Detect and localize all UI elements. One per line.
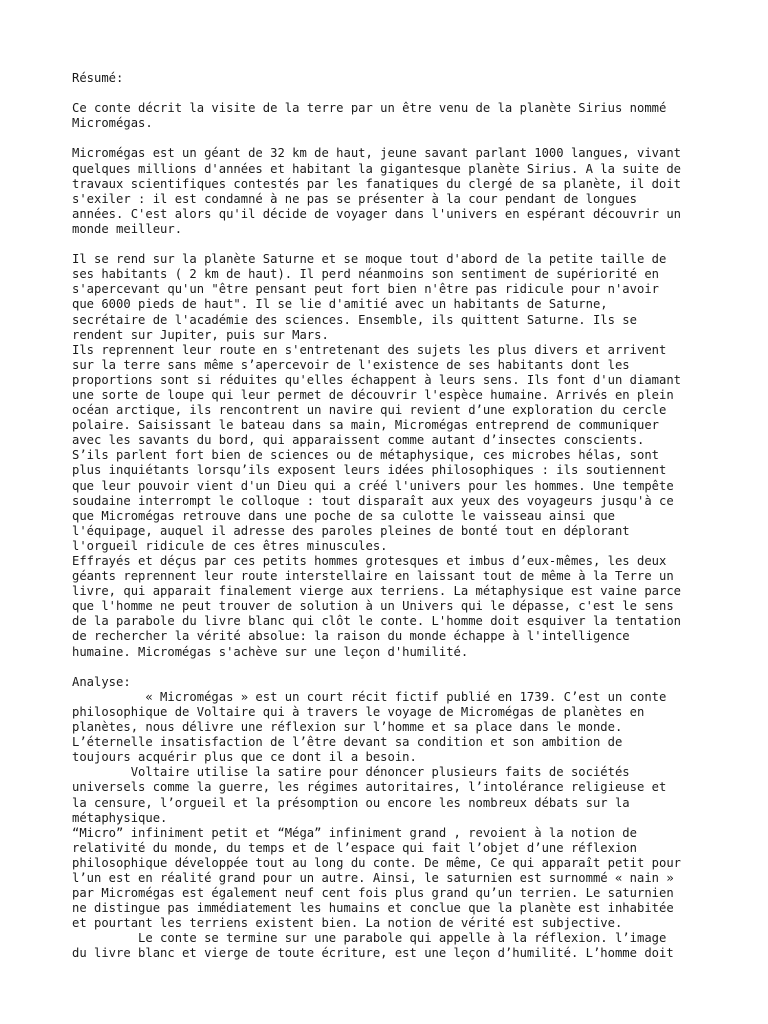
text-line: par Micromégas est également neuf cent fois plus grand qu’un terrien. Le saturnien [72, 886, 674, 901]
text-line: l’un est en réalité grand pour un autre. Ainsi, le saturnien est surnommé « nain » [72, 870, 674, 885]
spacer [72, 660, 712, 675]
text-line: L’éternelle insatisfaction de l’être devant sa condition et son ambition de [72, 735, 623, 750]
document-page [72, 71, 712, 962]
text-line: s'apercevant qu'un "être pensant peut fort bien n'être pas ridicule pour n'avoir [72, 282, 659, 297]
text-line: rendent sur Jupiter, puis sur Mars. [72, 327, 329, 342]
text-line: que leur pouvoir vient d'un Dieu qui a créé l'univers pour les hommes. Une tempête [72, 478, 674, 493]
paragraph-intro [72, 101, 712, 131]
analyse-heading: Analyse: [72, 674, 131, 689]
text-line: que 6000 pieds de haut". Il se lie d'amitié avec un habitants de Saturne, [72, 297, 608, 312]
text-line: planètes, nous délivre une réflexion sur l’homme et sa place dans le monde. [72, 720, 623, 735]
paragraph-voyage [72, 252, 712, 660]
paragraph-micromegas [72, 146, 712, 237]
text-line: ses habitants ( 2 km de haut). Il perd néanmoins son sentiment de supériorité en [72, 267, 659, 282]
text-line: l'équipage, auquel il adresse des paroles pleines de bonté tout en déplorant [72, 523, 630, 538]
resume-heading: Résumé: [72, 71, 124, 85]
text-line: s'exiler : il est condamné à ne pas se présenter à la cour pendant de longues [72, 191, 637, 206]
text-line: océan arctique, ils rencontrent un navire qui revient d’une exploration du cercle [72, 403, 667, 418]
text-line: Ils reprennent leur route en s'entretenant des sujets les plus divers et arrivent [72, 342, 667, 357]
text-line: Ce conte décrit la visite de la terre par un être venu de la planète Sirius nommé [72, 101, 667, 116]
text-line: années. C'est alors qu'il décide de voyager dans l'univers en espérant découvrir un [72, 206, 682, 221]
text-line: Effrayés et déçus par ces petits hommes grotesques et imbus d’eux-mêmes, les deux [72, 554, 667, 568]
text-line: monde meilleur. [72, 221, 183, 236]
text-line: Voltaire utilise la satire pour dénoncer plusieurs faits de sociétés [72, 765, 630, 780]
text-line: universels comme la guerre, les régimes autoritaires, l’intolérance religieuse et [72, 780, 667, 795]
text-line: Le conte se termine sur une parabole qui appelle à la réflexion. l’image [72, 931, 667, 946]
text-line: Il se rend sur la planète Saturne et se moque tout d'abord de la petite taille de [72, 252, 667, 267]
text-line: et pourtant les terriens existent bien. La notion de vérité est subjective. [72, 916, 623, 931]
text-line: géants reprennent leur route interstellaire en laissant tout de même à la Terre un [72, 569, 674, 584]
text-line: “Micro” infiniment petit et “Méga” infiniment grand , revoient à la notion de [72, 825, 637, 840]
text-line: du livre blanc et vierge de toute écriture, est une leçon d’humilité. L’homme doit [72, 946, 674, 961]
text-line: de la parabole du livre blanc qui clôt le conte. L'homme doit esquiver la tentation [72, 614, 682, 629]
spacer [72, 86, 712, 101]
text-line: avec les savants du bord, qui apparaissent comme autant d’insectes conscients. [72, 433, 645, 448]
text-line: plus inquiétants lorsqu’ils exposent leurs idées philosophiques : ils soutiennent [72, 463, 667, 478]
text-line: ne distingue pas immédiatement les humains et conclue que la planète est inhabitée [72, 901, 674, 916]
text-line: de rechercher la vérité absolue: la raison du monde échappe à l'intelligence [72, 629, 630, 644]
text-line: secrétaire de l'académie des sciences. Ensemble, ils quittent Saturne. Ils se [72, 312, 637, 327]
text-line: proportions sont si réduites qu'elles échappent à leurs sens. Ils font d'un diamant [72, 372, 682, 387]
text-line: polaire. Saisissant le bateau dans sa main, Micromégas entreprend de communiquer [72, 418, 659, 433]
text-line: métaphysique. [72, 810, 168, 825]
text-line: livre, qui apparait finalement vierge aux terriens. La métaphysique est vaine parce [72, 584, 682, 599]
text-line: sur la terre sans même s’apercevoir de l'existence de ses habitants dont les [72, 357, 630, 372]
text-line: relativité du monde, du temps et de l’espace qui fait l’objet d’une réflexion [72, 840, 637, 855]
text-line: que l'homme ne peut trouver de solution à un Univers qui le dépasse, c'est le sens [72, 599, 674, 614]
text-line: Micromégas. [72, 116, 153, 131]
text-line: philosophique de Voltaire qui à travers le voyage de Micromégas de planètes en [72, 704, 645, 719]
text-line: « Micromégas » est un court récit fictif publié en 1739. C’est un conte [72, 689, 667, 704]
paragraph-analyse [72, 690, 712, 962]
spacer [72, 131, 712, 146]
text-line: philosophique développée tout au long du conte. De même, Ce qui apparaît petit pour [72, 855, 682, 870]
text-line: quelques millions d'années et habitant la gigantesque planète Sirius. A la suite de [72, 161, 682, 176]
text-line: l'orgueil ridicule de ces êtres minuscules. [72, 538, 388, 553]
text-line: travaux scientifiques contestés par les fanatiques du clergé de sa planète, il doit [72, 176, 682, 191]
spacer [72, 237, 712, 252]
text-line: une sorte de loupe qui leur permet de découvrir l'espèce humaine. Arrivés en plein [72, 387, 674, 402]
text-line: humaine. Micromégas s'achève sur une leçon d'humilité. [72, 644, 469, 659]
text-line: la censure, l’orgueil et la présomption ou encore les nombreux débats sur la [72, 795, 630, 810]
text-line: toujours acquérir plus que ce dont il a besoin. [72, 750, 417, 765]
text-line: soudaine interrompt le colloque : tout disparaît aux yeux des voyageurs jusqu'à ce [72, 493, 674, 508]
text-line: Micromégas est un géant de 32 km de haut, jeune savant parlant 1000 langues, vivant [72, 146, 682, 161]
text-line: S’ils parlent fort bien de sciences ou de métaphysique, ces microbes hélas, sont [72, 448, 659, 463]
text-line: que Micromégas retrouve dans une poche de sa culotte le vaisseau ainsi que [72, 508, 615, 523]
